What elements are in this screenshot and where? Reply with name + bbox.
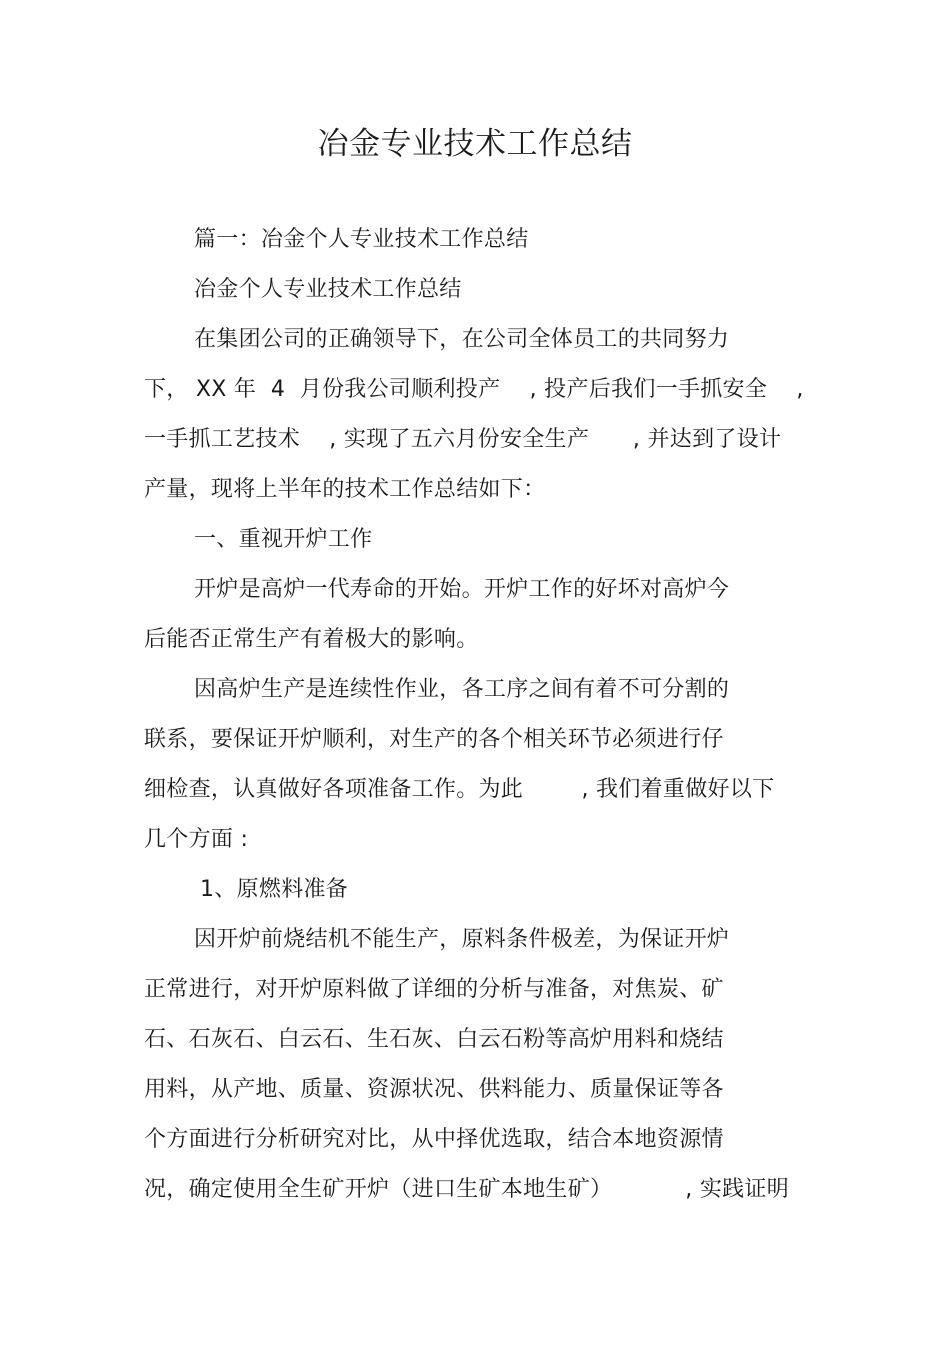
section-heading: 篇一：冶金个人专业技术工作总结 (194, 227, 529, 252)
paragraph-line: 联系，要保证开炉顺利，对生产的各个相关环节必须进行仔 (144, 727, 724, 752)
paragraph-line: 石、石灰石、白云石、生石灰、白云石粉等高炉用料和烧结 (144, 1027, 724, 1052)
paragraph-line: 因开炉前烧结机不能生产，原料条件极差，为保证开炉 (194, 927, 730, 952)
subheading: 冶金个人专业技术工作总结 (194, 277, 462, 302)
paragraph-line: 产量，现将上半年的技术工作总结如下： (144, 477, 546, 502)
paragraph-line: 细检查，认真做好各项准备工作。为此 , 我们着重做好以下 (144, 777, 775, 802)
paragraph-line: 况，确定使用全生矿开炉（进口生矿本地生矿） , 实践证明 (144, 1177, 790, 1202)
paragraph-line: 后能否正常生产有着极大的影响。 (144, 627, 479, 652)
paragraph-line: 下， XX 年 4 月份我公司顺利投产 , 投产后我们一手抓安全 , (144, 377, 804, 402)
subsection-heading: 1、原燃料准备 (200, 877, 349, 902)
document-title: 冶金专业技术工作总结 (317, 126, 633, 162)
paragraph-line: 一手抓工艺技术 , 实现了五六月份安全生产 , 并达到了设计 (144, 427, 782, 452)
section-heading: 一、重视开炉工作 (194, 527, 373, 552)
paragraph-line: 个方面进行分析研究对比，从中择优选取，结合本地资源情 (144, 1127, 724, 1152)
paragraph-line: 正常进行，对开炉原料做了详细的分析与准备，对焦炭、矿 (144, 977, 724, 1002)
paragraph-line: 因高炉生产是连续性作业，各工序之间有着不可分割的 (194, 677, 730, 702)
paragraph-line: 在集团公司的正确领导下，在公司全体员工的共同努力 (194, 327, 730, 352)
paragraph-line: 用料，从产地、质量、资源状况、供料能力、质量保证等各 (144, 1077, 724, 1102)
paragraph-line: 几个方面 : (144, 827, 249, 852)
paragraph-line: 开炉是高炉一代寿命的开始。开炉工作的好坏对高炉今 (194, 577, 730, 602)
